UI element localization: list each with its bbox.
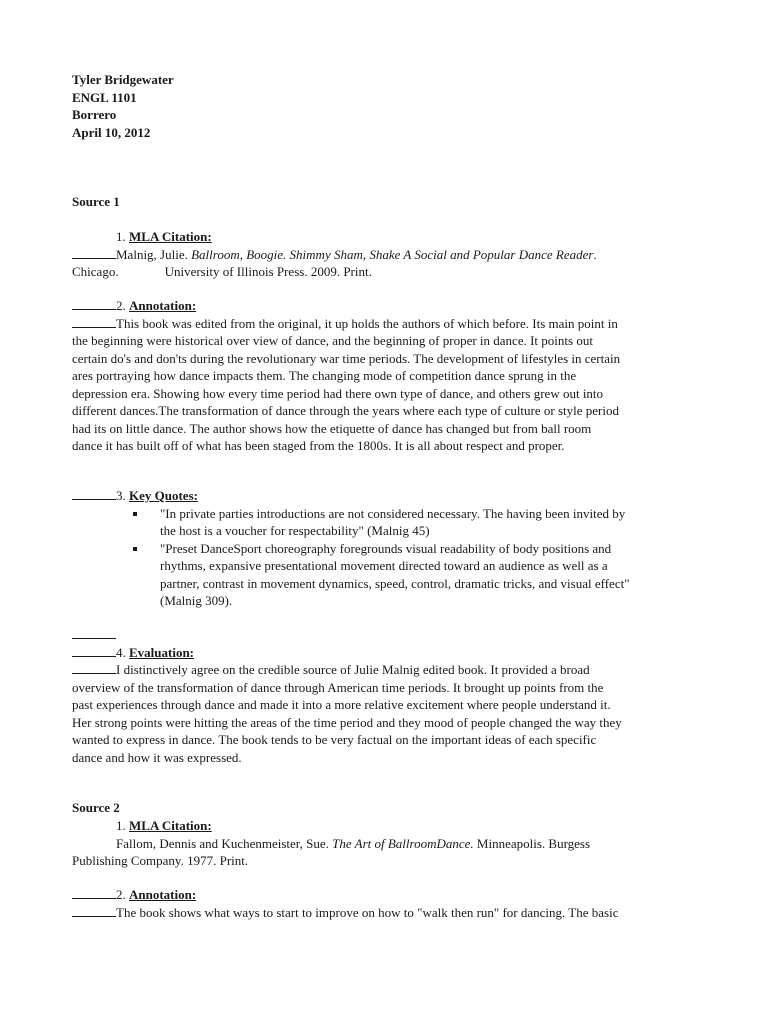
source1-mla-label-line [72, 228, 700, 246]
annotation-line: dance it has built off of what has been staged from the 1800s. It is all about respect and proper. [72, 438, 565, 453]
instructor-name: Borrero [72, 107, 117, 122]
source2-mla-publisher-line: Publishing Company. 1977. Print. [72, 853, 249, 868]
blank-line [72, 297, 116, 310]
source1-quotes-section [72, 487, 700, 610]
blank-line [72, 246, 116, 259]
source1-annotation-label: Annotation: [129, 298, 197, 313]
evaluation-line: I distinctively agree on the credible source of Julie Malnig edited book. It provided a broad [116, 662, 590, 677]
blank-line [72, 487, 116, 500]
source2-mla-number: 1. [116, 818, 126, 833]
annotation-line: This book was edited from the original, it up holds the authors of which before. Its main point in [116, 315, 618, 331]
evaluation-line: wanted to express in dance. The book tends to be very factual on the important ideas of each specific [72, 732, 597, 747]
annotation-line: depression era. Showing how every time period had there own type of dance, and others grew out into [72, 385, 604, 401]
source1-mla-title: Ballroom, Boogie. Shimmy Sham, Shake A Social and Popular Dance Reader [191, 246, 594, 262]
blank-line [72, 904, 116, 917]
source2-mla-label-line [72, 817, 700, 835]
quote-line: partner, contrast in movement dynamics, speed, control, dramatic tricks, and visual effect" [160, 575, 630, 591]
source1-annotation-body [72, 315, 700, 455]
source1-quotes-number: 3. [116, 488, 126, 503]
source2-annotation-number: 2. [116, 887, 126, 902]
source1-evaluation-label: Evaluation: [129, 644, 195, 660]
source1-heading: Source 1 [72, 194, 120, 209]
list-item [160, 505, 700, 540]
source2-annotation-section [72, 886, 700, 921]
blank-line [72, 661, 116, 674]
source1-annotation-label-line [72, 297, 700, 315]
source1-mla-publisher-line [72, 263, 700, 281]
source1-annotation-number: 2. [116, 298, 126, 313]
quote-line: "Preset DanceSport choreography foregrounds visual readability of body positions and [160, 540, 612, 556]
list-item [160, 540, 700, 610]
evaluation-line: Her strong points were hitting the areas of the time period and they mood of people changed the way they [72, 714, 622, 730]
source1-mla-publisher: University of Illinois Press. 2009. Print. [164, 264, 372, 279]
source1-annotation-section [72, 297, 700, 455]
evaluation-line: overview of the transformation of dance through American time periods. It brought up points from the [72, 679, 604, 695]
annotation-line: the beginning were historical over view of dance, and the beginning of proper in dance. It points out [72, 333, 593, 348]
source1-mla-title-end: . [593, 246, 597, 262]
quote-line: rhythms, expansive presentational movement directed toward an audience as well as a [160, 558, 608, 573]
evaluation-line: past experiences through dance and made it into a more relative excitement where people understand it. [72, 697, 611, 712]
source2-annotation-label: Annotation: [129, 887, 197, 902]
author-name: Tyler Bridgewater [72, 72, 174, 87]
source1-evaluation-body [72, 661, 700, 766]
annotation-line: different dances.The transformation of dance through the years where each type of culture or style period [72, 403, 619, 418]
source1-mla-number: 1. [116, 229, 126, 244]
blank-line [72, 315, 116, 328]
course-code: ENGL 1101 [72, 89, 137, 105]
source1-mla-city: Chicago. [72, 264, 119, 279]
annotation-line: ares portraying how dance impacts them. The changing mode of competition dance sprung in the [72, 368, 577, 383]
source1-quotes-label-line [72, 487, 700, 505]
source2-mla-title: The Art of BallroomDance. [332, 835, 474, 851]
source1-evaluation-number: 4. [116, 644, 126, 660]
source1-evaluation-section [72, 626, 700, 766]
annotation-line: had its on little dance. The author shows how the etiquette of dance has changed but from ball room [72, 420, 592, 436]
annotation-line: The book shows what ways to start to improve on how to "walk then run" for dancing. The basic [116, 904, 619, 920]
source1-quotes-label: Key Quotes: [129, 488, 198, 503]
document-header [72, 71, 700, 141]
evaluation-line: dance and how it was expressed. [72, 749, 242, 765]
source2-mla-label: MLA Citation: [129, 818, 212, 833]
source2-mla-publisher-city: Minneapolis. Burgess [473, 835, 591, 851]
source1-mla-section [72, 228, 700, 281]
source2-mla-citation [72, 835, 700, 853]
quote-line: the host is a voucher for respectability" (Malnig 45) [160, 523, 430, 538]
blank-line [72, 644, 116, 657]
source1-mla-author: Malnig, Julie. [116, 246, 188, 262]
quote-line: "In private parties introductions are not considered necessary. The having been invited by [160, 505, 626, 521]
source2-mla-section [72, 817, 700, 870]
source2-heading: Source 2 [72, 800, 120, 815]
blank-line [72, 886, 116, 899]
source2-annotation-label-line [72, 886, 700, 904]
document-date: April 10, 2012 [72, 124, 151, 140]
key-quotes-list [72, 505, 700, 610]
source2-mla-author: Fallom, Dennis and Kuchenmeister, Sue. [116, 835, 329, 851]
source1-mla-label: MLA Citation: [129, 229, 212, 244]
source1-mla-citation [72, 246, 700, 264]
annotation-line: certain do's and don'ts during the revolutionary war time periods. The development of lifestyles in certain [72, 350, 621, 366]
quote-line: (Malnig 309). [160, 593, 233, 608]
blank-line [72, 626, 116, 639]
source1-evaluation-label-line [72, 644, 700, 662]
